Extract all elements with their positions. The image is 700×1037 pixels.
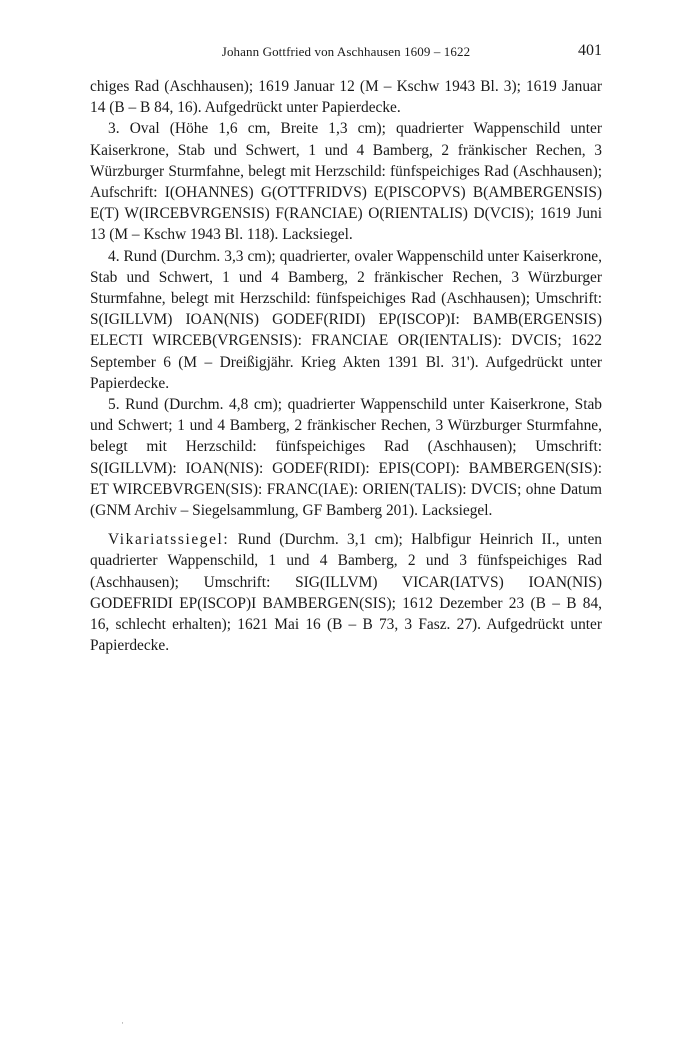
vikariatssiegel-label: Vikariatssiegel: <box>108 531 230 549</box>
body-text <box>90 76 602 656</box>
page-number: 401 <box>578 42 602 59</box>
paragraph-seal-3: 3. Oval (Höhe 1,6 cm, Breite 1,3 cm); quadrierter Wappenschild unter Kaiserkrone, Stab und Schwert, 1 und 4 Bamberg, 2 fränkischer Rechen, 3 Würzburger Sturmfahne, belegt mit Herzschild: fünfspeichiges Rad (Aschhausen); Aufschrift: I(OHANNES) G(OTTFRIDVS) E(PISCOPVS) B(AMBERGENSIS) E(T) W(IRCEBVRGENSIS) F(RANCIAE) O(RIENTALIS) D(VCIS); 1619 Juni 13 (M – Kschw 1943 Bl. 118). Lacksiegel. <box>90 120 602 244</box>
stray-mark: · <box>121 1018 124 1028</box>
page-header <box>90 42 602 62</box>
paragraph-seal-4: 4. Rund (Durchm. 3,3 cm); quadrierter, ovaler Wappenschild unter Kaiserkrone, Stab und Schwert, 1 und 4 Bamberg, 2 fränkischer Rechen, 3 Würzburger Sturmfahne, belegt mit Herzschild: fünfspeichiges Rad (Aschhausen); Umschrift: S(IGILLVM) IOAN(NIS) GODEF(RIDI) EP(ISCOP)I: BAMB(ERGENSIS) ELECTI WIRCEB(VRGENSIS): FRANCIAE OR(IENTALIS): DVCIS; 1622 September 6 (M – Dreißigjähr. Krieg Akten 1391 Bl. 31'). Aufgedrückt unter Papierdecke. <box>90 247 602 392</box>
running-title: Johann Gottfried von Aschhausen 1609 – 1622 <box>221 44 471 59</box>
paragraph-vikariatssiegel <box>90 529 602 656</box>
paragraph-continuation: chiges Rad (Aschhausen); 1619 Januar 12 (M – Kschw 1943 Bl. 3); 1619 Januar 14 (B – B 84, 16). Aufgedrückt unter Papierdecke. <box>90 78 602 117</box>
vikariatssiegel-text: Rund (Durchm. 3,1 cm); Halbfigur Heinrich II., unten quadrierter Wappenschild, 1 und 4 Bamberg, 2 und 3 fünfspeichiges Rad (Aschhausen); Umschrift: SIG(ILLVM) VICAR(IATVS) IOAN(NIS) GODEFRIDI EP(ISCOP)I BAMBERGEN(SIS); 1612 Dezember 23 (B – B 84, 16, schlecht erhalten); 1621 Mai 16 (B – B 73, 3 Fasz. 27). Aufgedrückt unter Papierdecke. <box>90 531 602 655</box>
paragraph-seal-5: 5. Rund (Durchm. 4,8 cm); quadrierter Wappenschild unter Kaiserkrone, Stab und Schwert; 1 und 4 Bamberg, 2 fränkischer Rechen, 3 Würzburger Sturmfahne, belegt mit Herzschild: fünfspeichiges Rad (Aschhausen); Umschrift: S(IGILLVM): IOAN(NIS): GODEF(RIDI): EPIS(COPI): BAMBERGEN(SIS): ET WIRCEBVRGEN(SIS): FRANC(IAE): ORIEN(TALIS): DVCIS; ohne Datum (GNM Archiv – Siegelsammlung, GF Bamberg 201). Lacksiegel. <box>90 396 602 520</box>
